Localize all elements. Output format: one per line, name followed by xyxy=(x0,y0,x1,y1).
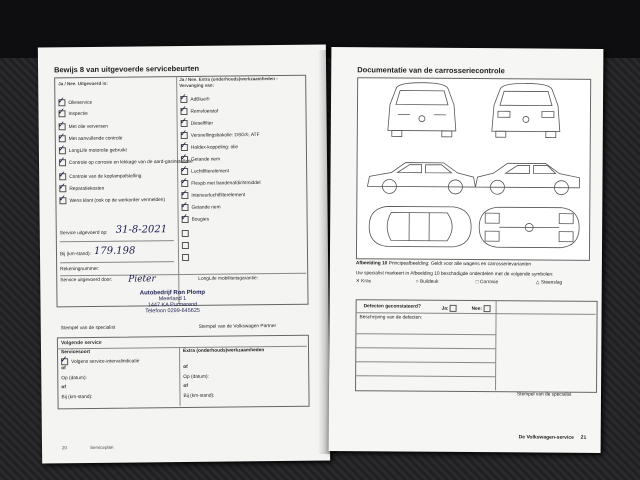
right-stamp-label: Stempel van de specialist xyxy=(516,392,572,398)
symbol-steenslag: △ Steenslag xyxy=(535,280,563,286)
checkbox[interactable] xyxy=(182,230,189,237)
check-mark: ✓ xyxy=(58,193,67,204)
next-col1-item: ✓ Volgens service-intervalindicatie xyxy=(60,354,140,365)
col2-empty-row xyxy=(182,230,192,237)
check-mark: ✓ xyxy=(179,139,188,151)
col2-item-label: Getande riem xyxy=(191,205,221,211)
col1-item-label: Wens klant (ook op de werkorder vermelden) xyxy=(69,197,166,204)
next-date-label-right: Op (datum): xyxy=(183,374,209,381)
check-mark: ✓ xyxy=(57,131,66,142)
check-mark: ✓ xyxy=(179,103,188,115)
col1-item-label: Met aanvullende controle xyxy=(68,136,123,142)
col1-item-label: Inspectie xyxy=(68,111,88,117)
right-footer-label: De Volkswagen-service xyxy=(518,434,574,441)
km-value: 179.198 xyxy=(93,245,136,257)
col2-item-label: Versnellingsbakolie: DSG®, ATF xyxy=(190,132,260,139)
col2-item xyxy=(179,139,239,151)
car-underbody-view xyxy=(479,207,579,248)
right-page xyxy=(329,47,604,453)
col2-item-label: Remvloeistof xyxy=(190,109,219,115)
executed-by-value: Pieter xyxy=(128,274,156,285)
left-page-section: Serviceplan xyxy=(89,444,114,450)
check-mark: ✓ xyxy=(179,151,188,163)
col2-item xyxy=(179,127,260,139)
next-km-label: Bij (km-stand): xyxy=(61,394,93,401)
col1-item-label: LongLife motorolie gebruikt xyxy=(68,148,127,154)
check-mark: ✓ xyxy=(58,169,66,180)
checkbox[interactable] xyxy=(180,163,188,175)
description-label: Beschrijving van de defecten: xyxy=(359,315,423,321)
col2-item-label: Haldex-koppeling: olie xyxy=(190,145,239,151)
stamp-line: Autobedrijf Ron Plomp xyxy=(139,289,206,297)
next-of1: of xyxy=(61,366,66,372)
check-mark: ✓ xyxy=(179,91,187,103)
check-mark: ✓ xyxy=(179,127,188,139)
longlife-label: LongLife mobiliteitsgarantie: xyxy=(198,276,259,282)
col2-item xyxy=(179,91,210,103)
col2-item-label: Bougies xyxy=(191,217,210,223)
checkbox[interactable] xyxy=(57,143,66,154)
col2-item-label: Flexpb met bandenafdichtmiddel xyxy=(191,180,261,187)
check-mark: ✓ xyxy=(57,106,66,117)
checkbox[interactable] xyxy=(179,151,188,163)
stamp-partner-label: Stempel van de Volkswagen Partner xyxy=(198,324,277,330)
col1-item-label: Met olie verversen xyxy=(68,124,108,130)
col1-item-label: Controle op corrosie en lekkage van de aard-gasinstallatie xyxy=(69,159,193,166)
checkbox[interactable] xyxy=(180,175,188,187)
car-side-right xyxy=(475,163,579,195)
col2-item xyxy=(179,151,221,163)
col1-item xyxy=(57,106,88,117)
checkbox[interactable] xyxy=(179,91,187,103)
col2-empty-row xyxy=(182,254,192,261)
col2-item xyxy=(180,187,246,199)
symbol-kras: ✕ Kras xyxy=(355,279,372,285)
col2-item xyxy=(179,103,219,115)
col1-item xyxy=(58,193,166,204)
col2-item xyxy=(180,163,230,176)
check-mark: ✓ xyxy=(57,155,66,166)
stamp-line: Meerland 1 xyxy=(158,295,187,303)
checkbox[interactable] xyxy=(57,106,66,117)
checkbox[interactable] xyxy=(180,187,188,199)
col2-empty-row xyxy=(182,242,192,249)
check-mark: ✓ xyxy=(180,187,188,199)
check-mark: ✓ xyxy=(180,163,188,175)
col1-item-label: Controle van de koplampafstelling xyxy=(69,174,142,180)
check-mark: ✓ xyxy=(57,95,65,106)
checkbox[interactable] xyxy=(179,127,188,139)
checkbox[interactable] xyxy=(179,115,188,127)
col1-item xyxy=(57,119,108,131)
checkbox[interactable] xyxy=(58,181,66,192)
next-of2: of xyxy=(61,385,66,391)
yes-checkbox[interactable] xyxy=(450,305,457,312)
checkbox[interactable] xyxy=(58,193,67,204)
checkbox[interactable] xyxy=(57,131,66,142)
checkbox[interactable] xyxy=(180,211,189,223)
check-mark: ✓ xyxy=(57,143,66,154)
col1-item xyxy=(57,143,127,155)
col1-item xyxy=(57,95,93,106)
figure-caption-row xyxy=(356,261,531,267)
checkbox[interactable] xyxy=(57,155,66,166)
col1-item xyxy=(58,169,142,180)
right-page-number: 21 xyxy=(580,434,587,441)
right-page-title: Documentatie van de carrosseriecontrole xyxy=(357,65,505,76)
checkbox[interactable] xyxy=(57,119,66,130)
car-diagram-frame xyxy=(356,77,591,261)
dealer-stamp xyxy=(122,290,222,315)
stamp-specialist-label: Stempel van de specialist xyxy=(60,325,116,332)
checkbox[interactable] xyxy=(182,254,189,261)
next-service-title: Volgende service xyxy=(60,339,102,347)
check-mark: ✓ xyxy=(58,181,66,192)
car-top-view xyxy=(369,206,471,247)
checkbox[interactable] xyxy=(180,199,189,211)
col2-item xyxy=(179,115,214,127)
col2-item-label: AdBlue® xyxy=(190,97,210,103)
col2-item-label: Getande riem xyxy=(190,157,221,163)
col1-item xyxy=(57,131,123,143)
col2-item xyxy=(180,211,210,223)
left-page-title: Bewijs 8 van uitgevoerde servicebeurten xyxy=(54,63,200,75)
figure-text: Principeafbeelding: Geldt voor alle wagens en carrosserievarianten xyxy=(388,261,532,268)
check-mark: ✓ xyxy=(57,119,66,130)
checkbox[interactable] xyxy=(179,139,188,151)
checkbox[interactable] xyxy=(58,169,66,180)
col2-header: Ja / Nee. Extra (onderhouds)werkzaamheden - Vervanging van: xyxy=(179,76,278,89)
service-date-label: Service uitgevoerd op: xyxy=(59,230,108,237)
car-rear-view xyxy=(492,83,560,137)
invoice-label: Rekeningnummer: xyxy=(60,266,100,273)
check-mark: ✓ xyxy=(179,115,188,127)
car-side-left xyxy=(367,162,475,194)
check-mark: ✓ xyxy=(180,199,189,211)
figure-caption: Afbeelding 10 xyxy=(355,261,388,267)
col2-item xyxy=(180,175,261,187)
stamp-line: 1447 KA Purmerend xyxy=(147,301,198,309)
left-page xyxy=(38,45,330,464)
col1-item xyxy=(57,155,193,166)
col2-item-label: Dieselfilter xyxy=(190,121,214,127)
yes-label: Ja: xyxy=(442,305,460,312)
defects-label: Defecten geconstateerd? xyxy=(363,304,421,310)
service-date-value: 31-8-2021 xyxy=(115,224,168,236)
no-label: Nee: xyxy=(472,305,494,312)
no-checkbox[interactable] xyxy=(483,305,490,312)
checkbox[interactable] xyxy=(179,103,188,115)
next-date-label: Op (datum): xyxy=(61,376,87,382)
stamp-line: Telefoon 0299-645625 xyxy=(145,307,201,315)
executed-by-label: Service uitgevoerd door: xyxy=(60,277,113,284)
symbol-corrosie: □ Corrosie xyxy=(475,280,499,286)
next-col2-header: Extra (onderhouds)werkzaamheden xyxy=(182,348,265,355)
next-of2-right: of xyxy=(183,383,188,390)
col1-item xyxy=(58,181,105,192)
km-label: Bij (km-stand): xyxy=(59,251,91,258)
col2-item xyxy=(180,199,221,211)
col2-item-label: Interieurluchtfilterelement xyxy=(191,193,246,199)
car-front-view xyxy=(388,82,456,136)
next-col1-header: Servicesoort xyxy=(61,349,91,356)
next-of1-right: of xyxy=(183,364,188,371)
checkbox[interactable] xyxy=(182,242,189,249)
car-outline-diagram xyxy=(357,78,590,260)
col1-header: Ja / Nee. Uitgevoerd is: xyxy=(58,80,108,87)
next-km-label-right: Bij (km-stand): xyxy=(183,393,215,400)
check-mark: ✓ xyxy=(180,211,189,223)
col1-item-label: Reparatiekosten xyxy=(69,186,105,192)
left-page-number: 20 xyxy=(61,445,68,451)
col2-item-label: Luchtfilterelement xyxy=(191,169,230,175)
col1-item-label: Olieservice xyxy=(68,100,93,106)
symbol-buildeuk: ○ Buildeuk xyxy=(415,279,439,285)
check-mark: ✓ xyxy=(180,175,188,187)
instruction-text: Uw specialist markeert in Afbeelding 10 beschadigde onderdelen met de volgende symbolen: xyxy=(355,271,554,278)
